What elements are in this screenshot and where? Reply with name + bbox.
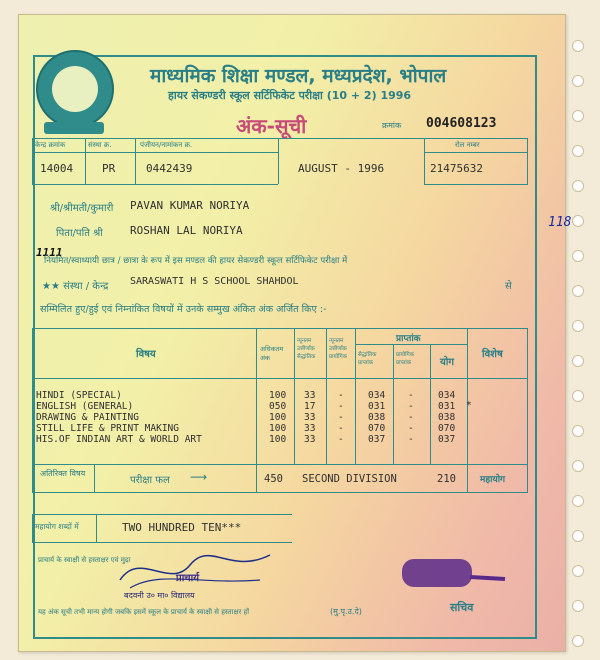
grace-label: महायोग [480,475,506,485]
serial-label: क्रमांक [382,121,402,130]
school-suffix: से [505,281,512,292]
exam-month: AUGUST - 1996 [298,162,385,175]
board-seal-logo [36,50,114,128]
name-label: श्री/श्रीमती/कुमारी [50,203,114,214]
centre-label: केन्द्र क्रमांक [35,141,66,149]
doc-title: अंक-सूची [236,114,307,138]
statement-line-2: सम्मिलित हुए/हुई एवं निम्नांकित विषयों में उनके सम्मुख अंकित अंक अर्जित किए :- [40,304,327,315]
header-obtained: प्राप्तांक [396,334,421,344]
inst-code: PR [102,162,116,175]
max-total: 450 [264,473,283,485]
secretary-stamp [400,555,510,595]
result-arrow: ⟶ [190,470,208,484]
result-division: SECOND DIVISION [302,473,397,485]
header-subject: विषय [136,349,156,360]
result-label: परीक्षा फल [130,475,170,486]
school-stamp: बदवनी उ० मा० विद्यालय [124,591,195,600]
header-total: योग [440,357,455,368]
principal-note: प्राचार्य के स्वाक्षी से हस्ताक्षर एवं मुद्रा [38,556,131,564]
total-in-words: TWO HUNDRED TEN*** [122,521,242,534]
statement-line: नियमित/स्वाध्यायी छात्र / छात्रा के रूप में इस मण्डल की हायर सेकण्डरी स्कूल सर्टिफिकेट परीक्षा में [44,256,348,266]
roll-label: रोल नम्बर [455,141,480,149]
bottom-note: यह अंक सूची तभी मान्य होगी जबकि इसमें स्कूल के प्राचार्य के स्वाक्षी से हस्ताक्षर हों [38,608,250,616]
margin-note: 118 [548,215,572,230]
reg-label: पंजीयन/नामांकन क्र. [140,141,193,149]
centre-number: 14004 [40,162,74,175]
form-code: (मु.पृ.उ.दे) [330,607,362,616]
reg-number: 0442439 [146,162,193,175]
header-theory: सैद्धांतिक प्राप्तांक [358,352,377,366]
board-title: माध्यमिक शिक्षा मण्डल, मध्यप्रदेश, भोपाल [150,65,447,87]
secretary-label: सचिव [450,601,474,614]
grand-total: 210 [437,473,456,485]
header-max: अधिकतम अंक [260,345,284,362]
handwritten-mark: 1111 [36,246,63,259]
principal-title: प्राचार्य [176,573,200,584]
serial-number: 004608123 [426,116,497,131]
father-label: पिता/पति श्री [56,228,103,239]
student-name: PAVAN KUMAR NORIYA [130,199,250,212]
header-min: न्यूनतम उत्तीर्णांक सैद्धांतिक [297,338,316,360]
father-name: ROSHAN LAL NORIYA [130,224,243,237]
roll-number: 21475632 [430,162,483,175]
seal-ribbon [44,122,104,134]
exam-subtitle: हायर सेकण्डरी स्कूल सर्टिफिकेट परीक्षा (10 + 2) 1996 [168,89,412,102]
school-label: ★★ संस्था / केन्द्र [42,281,109,292]
header-special: विशेष [482,349,503,360]
school-name: SARASWATI H S SCHOOL SHAHDOL [130,276,299,287]
words-label: महायोग शब्दों में [35,522,79,531]
perforation-strip [564,40,592,640]
inst-label: संस्था क्र. [88,141,112,149]
header-min-prac: न्यूनतम उत्तीर्णांक प्रायोगिक [329,338,347,360]
header-practical: प्रायोगिक प्राप्तांक [396,352,414,366]
extra-subject-label: अतिरिक्त विषय [40,469,86,478]
